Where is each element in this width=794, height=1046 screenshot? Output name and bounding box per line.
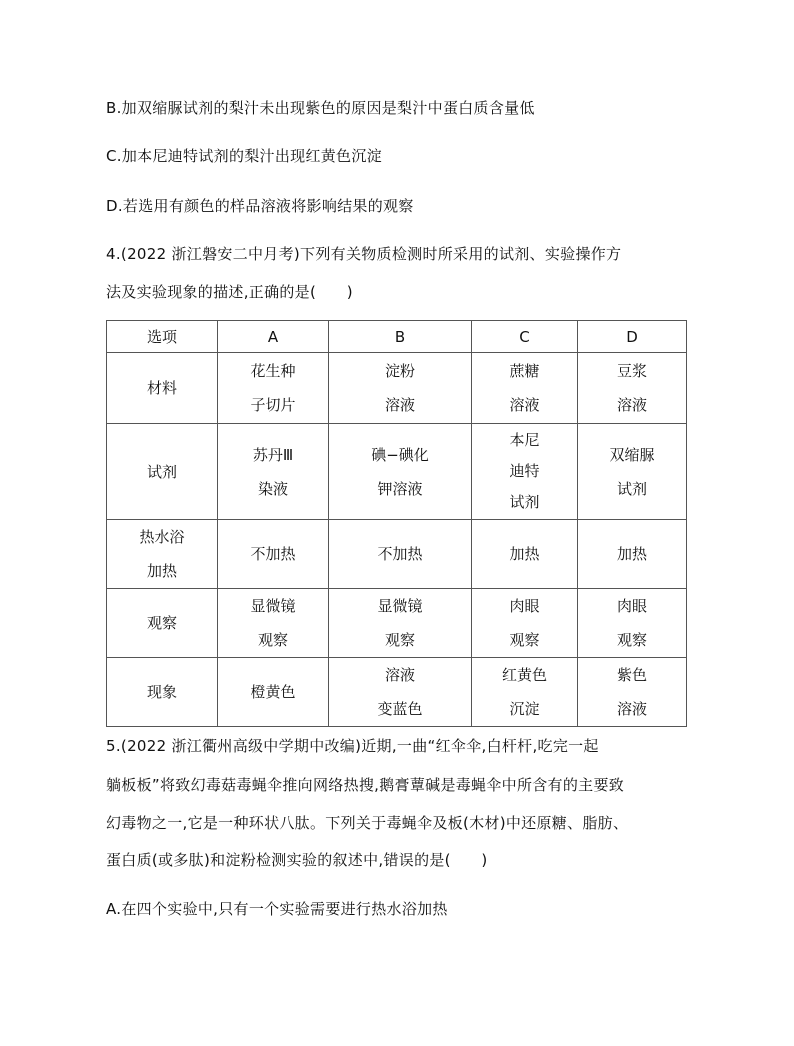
row-label-cell [107, 589, 218, 658]
cell-text: 材料 [146, 379, 177, 397]
table-header-cell: B [329, 321, 472, 353]
cell-text: 迪特 [509, 462, 540, 480]
row-label-cell [107, 658, 218, 727]
cell-text: 试剂 [509, 493, 540, 511]
cell-text: 热水浴 [139, 528, 185, 546]
detection-table [106, 320, 687, 727]
cell-text: 淀粉 [384, 362, 415, 380]
cell-text: 苏丹Ⅲ [252, 445, 294, 464]
question-5-line-2: 躺板板”将致幻毒菇毒蝇伞推向网络热搜,鹅膏蕈碱是毒蝇伞中所含有的主要致 [106, 776, 625, 794]
cell-text: 观察 [146, 614, 177, 632]
cell-text: 碘−碘化 [371, 445, 429, 464]
cell-text: 显微镜 [377, 597, 423, 615]
table-cell [218, 520, 329, 589]
cell-text: 花生种 [250, 362, 296, 380]
question-5-option-a: A.在四个实验中,只有一个实验需要进行热水浴加热 [106, 900, 448, 918]
table-cell [329, 353, 472, 424]
cell-text: 双缩脲 [609, 445, 655, 464]
cell-text: 溶液 [616, 396, 647, 414]
table-header-cell: A [218, 321, 329, 353]
cell-text: 加热 [616, 545, 647, 563]
cell-text: 观察 [257, 631, 288, 649]
table-header-cell: D [578, 321, 687, 353]
cell-text: 沉淀 [509, 700, 540, 718]
cell-text: 变蓝色 [377, 700, 423, 718]
cell-text: 现象 [146, 683, 177, 701]
cell-text: 试剂 [146, 462, 177, 481]
cell-text: 钾溶液 [377, 479, 423, 498]
row-label-cell [107, 520, 218, 589]
cell-text: 豆浆 [616, 362, 647, 380]
cell-text: 显微镜 [250, 597, 296, 615]
table-row [107, 658, 687, 727]
question-4-line-1: 4.(2022 浙江磐安二中月考)下列有关物质检测时所采用的试剂、实验操作方 [106, 245, 622, 263]
table-cell [472, 658, 578, 727]
table-header-cell: 选项 [107, 321, 218, 353]
table-cell [472, 589, 578, 658]
table-row [107, 589, 687, 658]
cell-text: 溶液 [509, 396, 540, 414]
cell-text: 染液 [257, 479, 288, 498]
table-cell [578, 589, 687, 658]
cell-text: 子切片 [250, 396, 296, 414]
cell-text: 溶液 [616, 700, 647, 718]
cell-text: 本尼 [509, 431, 540, 449]
table-cell [472, 353, 578, 424]
table-cell [578, 424, 687, 520]
table-cell [218, 589, 329, 658]
cell-text: 加热 [509, 545, 540, 563]
table-cell [578, 658, 687, 727]
question-5-line-3: 幻毒物之一,它是一种环状八肽。下列关于毒蝇伞及板(木材)中还原糖、脂肪、 [106, 814, 629, 832]
table-cell [578, 520, 687, 589]
cell-text: 橙黄色 [250, 683, 296, 701]
cell-text: 加热 [146, 562, 177, 580]
table-cell [472, 520, 578, 589]
table-cell [329, 658, 472, 727]
table-cell [578, 353, 687, 424]
table-cell [218, 353, 329, 424]
cell-text: 溶液 [384, 666, 415, 684]
cell-text: 肉眼 [509, 597, 540, 615]
cell-text: 紫色 [616, 666, 647, 684]
table-row [107, 353, 687, 424]
table-cell [218, 424, 329, 520]
row-label-cell [107, 424, 218, 520]
cell-text: 观察 [616, 631, 647, 649]
question-5-line-1: 5.(2022 浙江衢州高级中学期中改编)近期,一曲“红伞伞,白杆杆,吃完一起 [106, 737, 599, 755]
table-cell [329, 589, 472, 658]
table-header-cell: C [472, 321, 578, 353]
table-header-row [107, 321, 687, 353]
cell-text: 观察 [384, 631, 415, 649]
table-cell [218, 658, 329, 727]
cell-text: 不加热 [377, 545, 423, 563]
cell-text: 不加热 [250, 545, 296, 563]
cell-text: 溶液 [384, 396, 415, 414]
row-label-cell [107, 353, 218, 424]
option-b: B.加双缩脲试剂的梨汁未出现紫色的原因是梨汁中蛋白质含量低 [106, 99, 535, 117]
table-cell [329, 424, 472, 520]
cell-text: 试剂 [616, 479, 647, 498]
table-row [107, 424, 687, 520]
option-d: D.若选用有颜色的样品溶液将影响结果的观察 [106, 197, 414, 215]
table-cell [329, 520, 472, 589]
cell-text: 肉眼 [616, 597, 647, 615]
table-row [107, 520, 687, 589]
cell-text: 红黄色 [501, 666, 547, 684]
option-c: C.加本尼迪特试剂的梨汁出现红黄色沉淀 [106, 147, 382, 165]
table-cell [472, 424, 578, 520]
question-5-line-4: 蛋白质(或多肽)和淀粉检测实验的叙述中,错误的是( ) [106, 851, 488, 869]
question-4-line-2: 法及实验现象的描述,正确的是( ) [106, 283, 353, 301]
cell-text: 观察 [509, 631, 540, 649]
cell-text: 蔗糖 [509, 362, 540, 380]
